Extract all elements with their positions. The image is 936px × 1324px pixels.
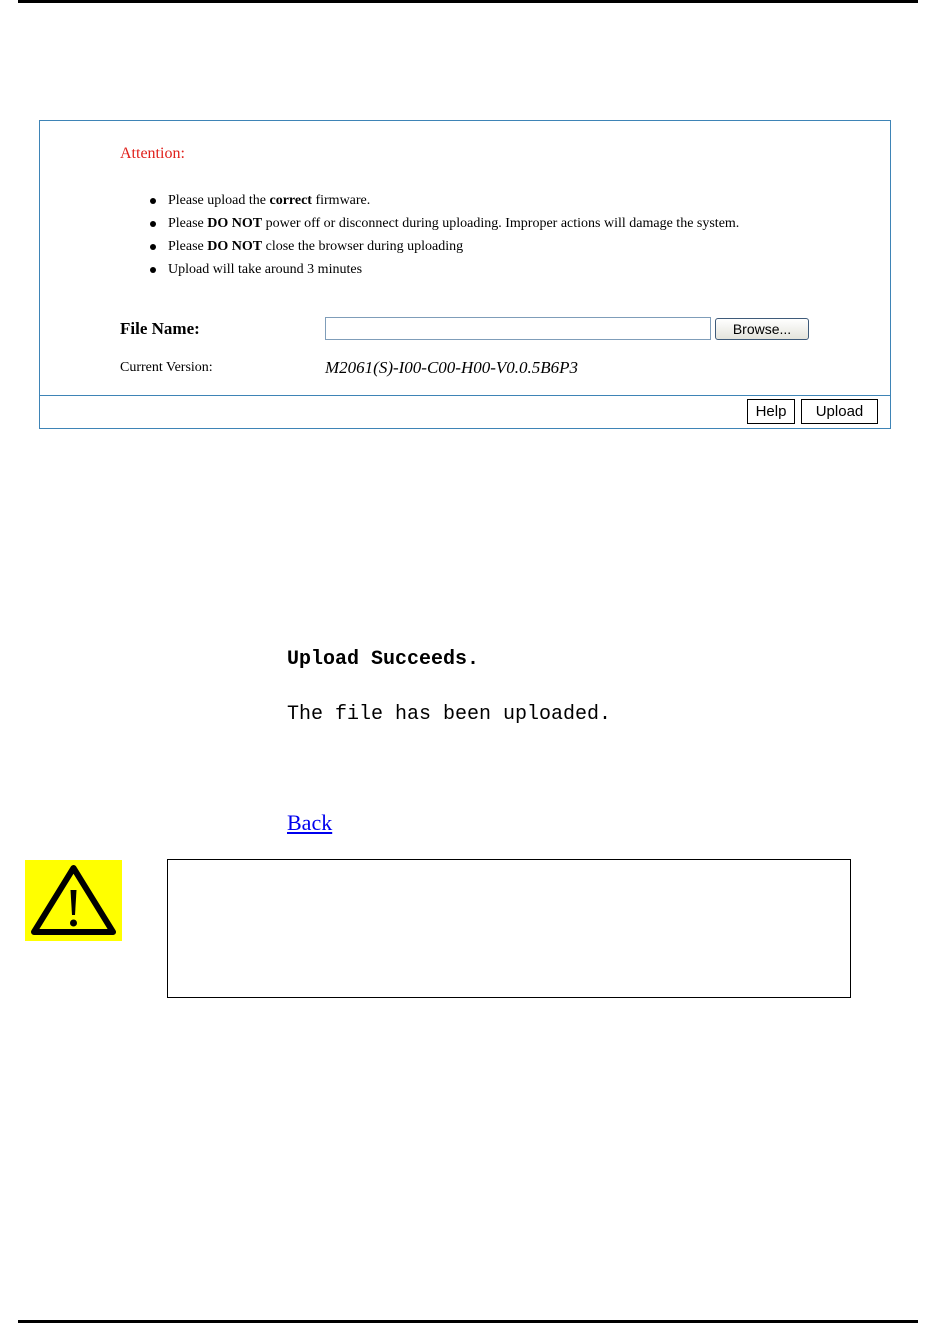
upload-button[interactable]: Upload [801, 399, 878, 424]
panel-divider [40, 395, 890, 396]
page-top-rule [18, 0, 918, 3]
note-item: Upload will take around 3 minutes [147, 260, 739, 283]
browse-button[interactable]: Browse... [715, 318, 809, 340]
note-item: Please DO NOT power off or disconnect during uploading. Improper actions will damage the system. [147, 214, 739, 237]
back-link[interactable]: Back [287, 810, 333, 835]
file-name-label: File Name: [120, 319, 200, 338]
note-item: Please DO NOT close the browser during uploading [147, 237, 739, 260]
warning-note-box [167, 859, 851, 998]
attention-heading: Attention: [120, 145, 185, 162]
page-bottom-rule [18, 1320, 918, 1323]
help-button[interactable]: Help [747, 399, 795, 424]
warning-triangle-icon [25, 860, 122, 941]
upload-success-title: Upload Succeeds. [287, 648, 480, 671]
file-name-input[interactable] [325, 317, 711, 340]
note-item: Please upload the correct firmware. [147, 191, 739, 214]
current-version-label: Current Version: [120, 360, 213, 375]
firmware-upload-panel [39, 120, 891, 429]
attention-notes-list [147, 191, 739, 283]
current-version-value: M2061(S)-I00-C00-H00-V0.0.5B6P3 [325, 358, 579, 377]
upload-success-message: The file has been uploaded. [287, 703, 612, 726]
